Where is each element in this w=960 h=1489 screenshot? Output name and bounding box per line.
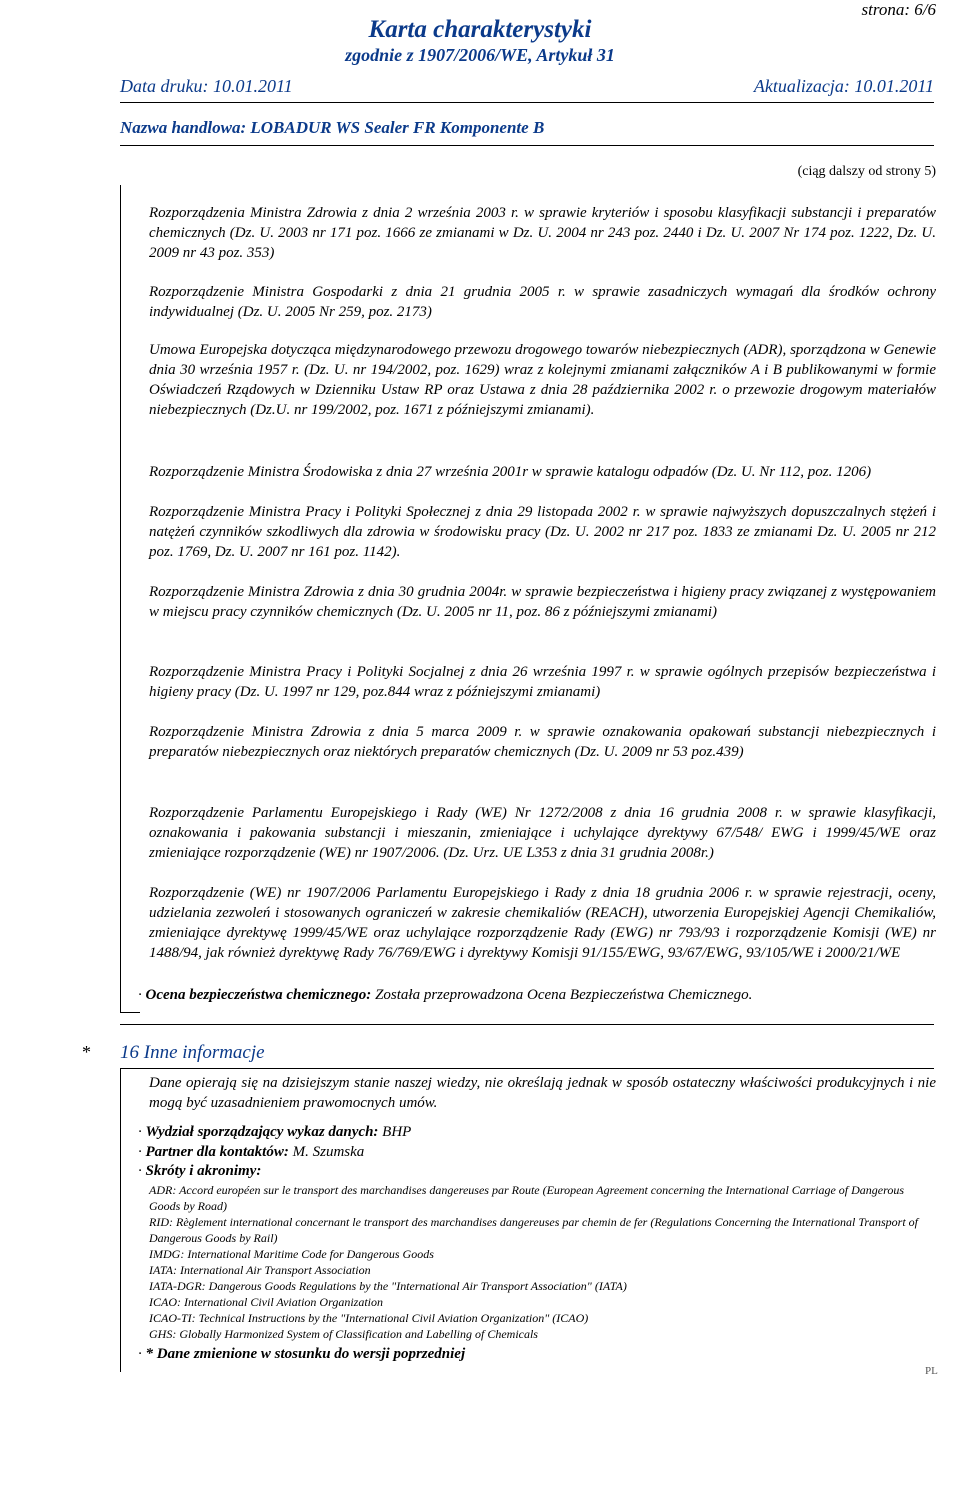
section-number: 16: [120, 1042, 139, 1063]
department-label: Wydział sporządzający wykaz danych:: [145, 1124, 379, 1140]
regulation-paragraph: Umowa Europejska dotycząca międzynarodowego przewozu drogowego towarów niebezpiecznych (ADR), sporządzona w Genewie dnia 30 września 1957 r. (Dz. U. nr 194/2002, poz. 1629) wraz z kolejnymi zmianami załączników A i B publikowanymi w formie Oświadczeń Rządowych w Dzienniku Ustaw RP oraz Ustawa z dnia 28 października 2002 r. o przewozie drogowym materiałów niebezpiecznych (Dz.U. nr 199/2002, poz. 1671 z późniejszymi zmianami).: [149, 342, 936, 418]
page-number: strona: 6/6: [861, 0, 936, 19]
regulation-paragraph: Rozporządzenie Ministra Zdrowia z dnia 30 grudnia 2004r. w sprawie bezpieczeństwa i higieny pracy związanej z występowaniem w miejscu pracy czynników chemicznych (Dz. U. 2005 nr 11, poz. 86 z późniejszymi zmianami): [149, 584, 936, 620]
abbreviations-label: Skróty i akronimy:: [145, 1163, 262, 1179]
print-date: Data druku: 10.01.2011: [120, 76, 293, 96]
contact-label: Partner dla kontaktów:: [145, 1144, 289, 1160]
section-left-border: [120, 185, 121, 1012]
document-title: Karta charakterystyki: [368, 16, 592, 43]
bullet: ·: [138, 987, 142, 1003]
section-name: Inne informacje: [143, 1042, 265, 1063]
changes-note-text: * Dane zmienione w stosunku do wersji poprzedniej: [145, 1346, 466, 1362]
disclaimer-text: Dane opierają się na dzisiejszym stanie naszej wiedzy, nie określają jednak w sposób ostateczny właściwości produkcyjnych i nie mogą być uzasadnieniem prawomocnych umów.: [149, 1075, 936, 1111]
header-rule-top: [120, 102, 934, 103]
header-rule-bottom: [120, 145, 934, 146]
department-value: BHP: [382, 1124, 412, 1140]
abbreviations-list: [149, 1182, 936, 1342]
section-bottom-tick: [120, 1012, 140, 1013]
section-16-title: [120, 1036, 940, 1070]
regulation-paragraph: Rozporządzenie (WE) nr 1907/2006 Parlamentu Europejskiego i Rady z dnia 18 grudnia 2006 r. w sprawie rejestracji, oceny, udzielania zezwoleń i stosowanych ograniczeń w zakresie chemikaliów (REACH), utworzenia Europejskiej Agencji Chemikaliów, zmieniające dyrektywę 1999/45/WE oraz uchylające rozporządzenie Rady (EWG) nr 793/93 i rozporządzenie Komisji (WE) nr 1488/94, jak również dyrektywę Rady 76/769/EWG i dyrektywy Komisji 91/155/EWG, 93/67/EWG, 93/105/WE i 2000/21/WE: [149, 885, 936, 961]
regulation-paragraph: Rozporządzenie Ministra Pracy i Polityki Społecznej z dnia 29 listopada 2002 r. w sprawie najwyższych dopuszczalnych stężeń i natężeń czynników szkodliwych dla zdrowia w środowisku pracy (Dz. U. 2002 nr 217 poz. 1833 ze zmianami Dz. U. 2005 nr 212 poz. 1769, Dz. U. 2007 nr 161 poz. 1142).: [149, 504, 936, 560]
contact-line: · Partner dla kontaktów: M. Szumska: [138, 1144, 365, 1160]
contact-value: M. Szumska: [292, 1144, 365, 1160]
regulation-paragraph: Rozporządzenie Ministra Gospodarki z dnia 21 grudnia 2005 r. w sprawie zasadniczych wymagań dla środków ochrony indywidualnej (Dz. U. 2005 Nr 259, poz. 2173): [149, 284, 936, 320]
abbreviation-item: GHS: Globally Harmonized System of Classification and Labelling of Chemicals: [149, 1327, 538, 1341]
abbreviation-item: ICAO-TI: Technical Instructions by the "International Civil Aviation Organization" (ICAO): [149, 1311, 589, 1325]
trade-name: Nazwa handlowa: LOBADUR WS Sealer FR Komponente B: [120, 118, 545, 137]
document-subtitle: zgodnie z 1907/2006/WE, Artykuł 31: [345, 45, 615, 65]
language-code: PL: [925, 1365, 938, 1377]
update-date: Aktualizacja: 10.01.2011: [753, 76, 934, 96]
abbreviations-heading: · Skróty i akronimy:: [138, 1163, 262, 1179]
continuation-note: (ciąg dalszy od strony 5): [797, 164, 936, 179]
safety-assessment-value: Została przeprowadzona Ocena Bezpieczeństwa Chemicznego.: [375, 987, 753, 1003]
safety-assessment-line: [138, 985, 752, 1005]
changes-note: · * Dane zmienione w stosunku do wersji poprzedniej: [138, 1346, 466, 1362]
section-separator: [120, 1024, 934, 1025]
safety-assessment-label: Ocena bezpieczeństwa chemicznego:: [145, 987, 372, 1003]
department-line: · Wydział sporządzający wykaz danych: BHP: [138, 1124, 412, 1140]
section-16-left-border: [120, 1068, 121, 1372]
regulation-paragraph: Rozporządzenie Ministra Pracy i Polityki Socjalnej z dnia 26 września 1997 r. w sprawie ogólnych przepisów bezpieczeństwa i higieny pracy (Dz. U. 1997 nr 129, poz.844 wraz z późniejszymi zmianami): [149, 664, 936, 700]
abbreviation-item: IMDG: International Maritime Code for Dangerous Goods: [149, 1247, 434, 1261]
abbreviation-item: ADR: Accord européen sur le transport des marchandises dangereuses par Route (European Agreement concerning the International Carriage of Dangerous Goods by Road): [149, 1183, 904, 1213]
abbreviation-item: IATA: International Air Transport Association: [149, 1263, 371, 1277]
section-16-rule: [120, 1068, 934, 1069]
regulation-paragraph: Rozporządzenie Ministra Środowiska z dnia 27 września 2001r w sprawie katalogu odpadów (Dz. U. Nr 112, poz. 1206): [149, 464, 872, 480]
regulation-paragraph: Rozporządzenie Ministra Zdrowia z dnia 5 marca 2009 r. w sprawie oznakowania opakowań substancji niebezpiecznych i preparatów niebezpiecznych oraz niektórych preparatów chemicznych (Dz. U. 2009 nr 53 poz.439): [149, 724, 936, 760]
abbreviation-item: ICAO: International Civil Aviation Organization: [149, 1295, 383, 1309]
regulation-paragraph: Rozporządzenie Parlamentu Europejskiego i Rady (WE) Nr 1272/2008 z dnia 16 grudnia 2008 r. w sprawie klasyfikacji, oznakowania i pakowania substancji i mieszanin, zmieniające i uchylające dyrektywy 67/548/ EWG i 1999/45/WE oraz zmieniające rozporządzenie (WE) nr 1907/2006. (Dz. Urz. UE L353 z dnia 31 grudnia 2008r.): [149, 805, 936, 861]
abbreviation-item: IATA-DGR: Dangerous Goods Regulations by the "International Air Transport Association" (IATA): [149, 1279, 627, 1293]
changed-marker: *: [82, 1042, 91, 1062]
regulation-paragraph: Rozporządzenia Ministra Zdrowia z dnia 2 września 2003 r. w sprawie kryteriów i sposobu klasyfikacji substancji i preparatów chemicznych (Dz. U. 2003 nr 171 poz. 1666 ze zmianami w Dz. U. 2004 nr 243 poz. 2440 i Dz. U. 2007 Nr 174 poz. 1222, Dz. U. 2009 nr 43 poz. 353): [149, 205, 936, 261]
abbreviation-item: RID: Règlement international concernant le transport des marchandises dangereuses par chemin de fer (Regulations Concerning the International Transport of Dangerous Goods by Rail): [149, 1215, 919, 1245]
